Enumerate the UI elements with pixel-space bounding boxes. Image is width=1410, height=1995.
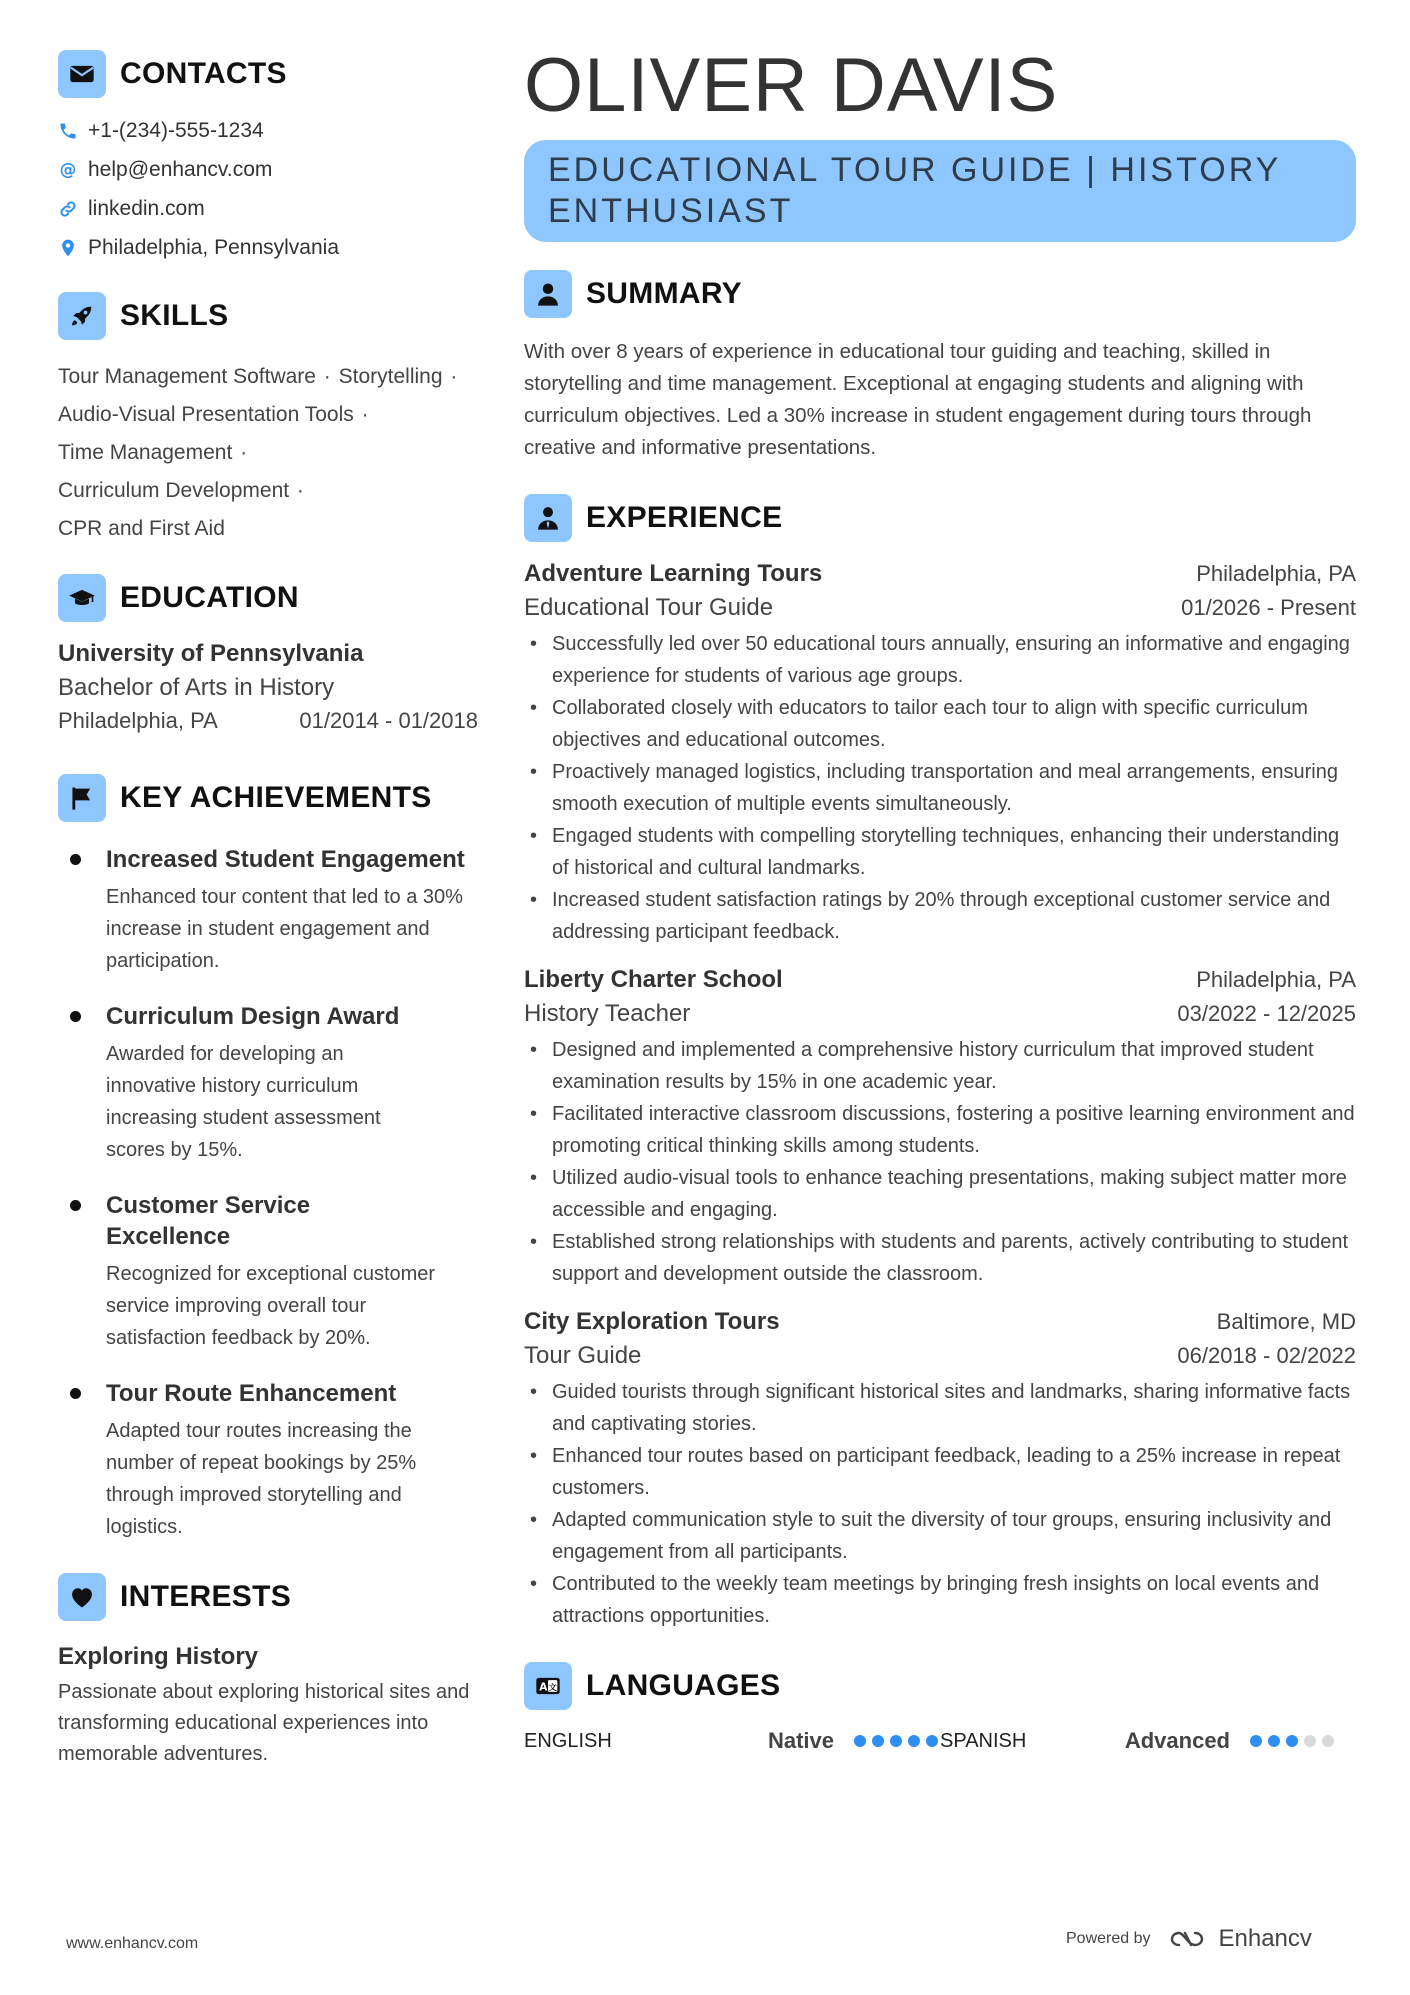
job-entry — [524, 560, 1356, 948]
job-bullet: • Designed and implemented a comprehensive history curriculum that improved student examination results by 15% in one academic year. — [524, 1034, 1356, 1098]
job-subheader — [524, 1342, 1356, 1370]
job-dates: 06/2018 - 02/2022 — [1177, 1343, 1356, 1368]
contact-link[interactable] — [58, 194, 478, 223]
contact-location — [58, 233, 478, 262]
enhancv-logo-icon — [1165, 1927, 1211, 1951]
summary-heading: SUMMARY — [586, 277, 742, 310]
job-company: Adventure Learning Tours — [524, 560, 823, 587]
rating-dot-filled — [908, 1735, 920, 1747]
achievement-title: Customer Service Excellence — [106, 1192, 311, 1250]
right-column — [524, 43, 1356, 1754]
interests-section — [58, 1573, 478, 1770]
achievement-item — [58, 1378, 478, 1543]
powered-by-label: Powered by — [1066, 1930, 1151, 1947]
achievements-heading: KEY ACHIEVEMENTS — [120, 781, 432, 814]
bullet-dot — [70, 1388, 81, 1399]
skill-item: Storytelling — [338, 365, 443, 388]
languages-list — [524, 1728, 1356, 1754]
education-header — [58, 574, 478, 622]
envelope-icon — [58, 50, 106, 98]
svg-text:@: @ — [59, 159, 77, 179]
footer-website[interactable]: www.enhancv.com — [66, 1935, 199, 1952]
candidate-name: OLIVER DAVIS — [524, 43, 1059, 128]
achievements-section — [58, 774, 478, 1543]
summary-section — [524, 270, 1356, 464]
achievement-desc: Awarded for developing an innovative history curriculum increasing student assessment scores by 15%. — [106, 1043, 381, 1161]
job-bullets — [524, 1034, 1356, 1290]
job-subheader — [524, 594, 1356, 622]
job-bullet: • Collaborated closely with educators to tailor each tour to align with specific curriculum objectives and educational outcomes. — [524, 692, 1356, 756]
rating-dot-filled — [1286, 1735, 1298, 1747]
contact-email-text: help@enhancv.com — [88, 157, 273, 181]
flag-icon — [58, 774, 106, 822]
job-bullet: • Utilized audio-visual tools to enhance teaching presentations, making subject matter more accessible and engaging. — [524, 1162, 1356, 1226]
achievement-title: Tour Route Enhancement — [106, 1380, 397, 1407]
achievement-title: Curriculum Design Award — [106, 1003, 400, 1030]
candidate-title: EDUCATIONAL TOUR GUIDE | HISTORY ENTHUSIAST — [524, 140, 1356, 242]
job-location: Philadelphia, PA — [1196, 967, 1356, 992]
phone-icon — [58, 121, 78, 141]
link-icon — [58, 199, 78, 219]
rating-dot-filled — [1250, 1735, 1262, 1747]
job-bullets — [524, 1376, 1356, 1632]
svg-text:A: A — [539, 1681, 548, 1694]
language-name: SPANISH — [940, 1729, 1027, 1752]
language-item — [524, 1728, 940, 1754]
job-role: Educational Tour Guide — [524, 594, 774, 621]
translate-icon — [524, 1662, 572, 1710]
skill-item: Tour Management Software — [58, 365, 316, 388]
skills-line: Audio-Visual Presentation Tools · — [58, 403, 369, 426]
skill-item: Curriculum Development — [58, 479, 290, 502]
businessman-icon — [524, 494, 572, 542]
education-section — [58, 574, 478, 734]
achievement-item — [58, 1190, 478, 1354]
job-role: History Teacher — [524, 1000, 691, 1027]
achievement-desc: Adapted tour routes increasing the number of repeat bookings by 25% through improved storytelling and logistics. — [106, 1420, 417, 1538]
enhancv-brand-text: Enhancv — [1218, 1925, 1312, 1952]
contacts-header — [58, 50, 478, 98]
job-subheader — [524, 1000, 1356, 1028]
job-dates: 03/2022 - 12/2025 — [1177, 1001, 1356, 1026]
job-header — [524, 1308, 1356, 1336]
language-level: Advanced — [1124, 1728, 1230, 1753]
languages-heading: LANGUAGES — [586, 1669, 781, 1702]
language-name: ENGLISH — [524, 1729, 612, 1752]
job-location: Philadelphia, PA — [1196, 561, 1356, 586]
achievement-item — [58, 1001, 478, 1166]
language-item — [940, 1728, 1356, 1754]
at-icon — [58, 160, 78, 180]
languages-section — [524, 1662, 1356, 1754]
contact-location-text: Philadelphia, Pennsylvania — [88, 235, 340, 259]
experience-section — [524, 494, 1356, 1632]
education-meta — [58, 708, 478, 734]
contact-phone[interactable] — [58, 116, 478, 145]
job-role: Tour Guide — [524, 1342, 642, 1369]
job-location: Baltimore, MD — [1216, 1309, 1356, 1334]
job-entry — [524, 1308, 1356, 1632]
interests-heading: INTERESTS — [120, 1580, 292, 1613]
user-icon — [524, 270, 572, 318]
rating-dot-empty — [1304, 1735, 1316, 1747]
skill-item: CPR and First Aid — [58, 517, 225, 540]
job-bullet: • Enhanced tour routes based on participant feedback, leading to a 25% increase in repeat customers. — [524, 1440, 1356, 1504]
location-pin-icon — [58, 238, 78, 258]
job-dates: 01/2026 - Present — [1181, 595, 1356, 620]
skills-list — [58, 358, 478, 548]
bullet-dot — [70, 1011, 81, 1022]
skills-section — [58, 292, 478, 548]
language-rating — [1250, 1735, 1334, 1747]
footer-brand[interactable] — [1066, 1925, 1312, 1953]
education-heading: EDUCATION — [120, 581, 299, 614]
skills-line: Curriculum Development · — [58, 479, 304, 502]
job-company: City Exploration Tours — [524, 1308, 780, 1335]
skills-line — [58, 510, 478, 548]
svg-text:文: 文 — [548, 1682, 557, 1693]
interest-title: Exploring History — [58, 1643, 259, 1670]
achievements-header — [58, 774, 478, 822]
rating-dot-filled — [1268, 1735, 1280, 1747]
experience-heading: EXPERIENCE — [586, 501, 783, 534]
contact-email[interactable] — [58, 155, 478, 184]
job-bullet: • Proactively managed logistics, including transportation and meal arrangements, ensuring smooth execution of multiple events simultaneously. — [524, 756, 1356, 820]
language-level: Native — [767, 1728, 834, 1753]
summary-text: With over 8 years of experience in educational tour guiding and teaching, skilled in storytelling and time management. Exceptional at engaging students and aligning with curriculum objectives. Led a 30% increase in student engagement during tours through creative and informative presentations. — [524, 340, 1312, 459]
job-header — [524, 560, 1356, 588]
rating-dot-filled — [890, 1735, 902, 1747]
skill-item: Time Management — [58, 441, 233, 464]
experience-header — [524, 494, 1356, 542]
job-bullet: • Adapted communication style to suit the diversity of tour groups, ensuring inclusivity and engagement from all participants. — [524, 1504, 1356, 1568]
achievement-desc: Enhanced tour content that led to a 30% increase in student engagement and participation. — [106, 886, 463, 972]
rocket-icon — [58, 292, 106, 340]
job-company: Liberty Charter School — [524, 966, 783, 993]
skills-heading: SKILLS — [120, 299, 229, 332]
summary-header — [524, 270, 1356, 318]
education-location: Philadelphia, PA — [58, 708, 218, 733]
rating-dot-filled — [872, 1735, 884, 1747]
contact-phone-text: +1-(234)-555-1234 — [88, 118, 264, 142]
job-bullet: • Successfully led over 50 educational tours annually, ensuring an informative and engaging experience for students of various age groups. — [524, 628, 1356, 692]
job-bullet: • Engaged students with compelling storytelling techniques, enhancing their understanding of historical and cultural landmarks. — [524, 820, 1356, 884]
rating-dot-filled — [926, 1735, 938, 1747]
job-bullet: • Established strong relationships with students and parents, actively contributing to student support and development outside the classroom. — [524, 1226, 1356, 1290]
education-degree: Bachelor of Arts in History — [58, 674, 335, 701]
job-bullets — [524, 628, 1356, 948]
achievement-title: Increased Student Engagement — [106, 846, 465, 873]
job-entry — [524, 966, 1356, 1290]
skills-line: Tour Management Software · Storytelling · — [58, 365, 458, 388]
skills-header — [58, 292, 478, 340]
achievement-desc: Recognized for exceptional customer service improving overall tour satisfaction feedback by 20%. — [106, 1263, 436, 1349]
skill-item: Audio-Visual Presentation Tools — [58, 403, 354, 426]
rating-dot-filled — [854, 1735, 866, 1747]
education-dates: 01/2014 - 01/2018 — [299, 708, 478, 733]
contact-link-text: linkedin.com — [88, 196, 205, 220]
enhancv-logo — [1165, 1925, 1312, 1953]
interest-desc: Passionate about exploring historical sites and transforming educational experiences into memorable adventures. — [58, 1681, 470, 1765]
skills-line: Time Management · — [58, 441, 248, 464]
job-bullet: • Facilitated interactive classroom discussions, fostering a positive learning environment and promoting critical thinking skills among students. — [524, 1098, 1356, 1162]
language-rating — [854, 1735, 938, 1747]
bullet-dot — [70, 1200, 81, 1211]
job-bullet: • Guided tourists through significant historical sites and landmarks, sharing informative facts and captivating stories. — [524, 1376, 1356, 1440]
interests-header — [58, 1573, 478, 1621]
achievement-item — [58, 844, 478, 977]
graduation-cap-icon — [58, 574, 106, 622]
contacts-heading: CONTACTS — [120, 57, 287, 90]
languages-header — [524, 1662, 1356, 1710]
job-bullet: • Contributed to the weekly team meetings by bringing fresh insights on local events and attractions opportunities. — [524, 1568, 1356, 1632]
education-school: University of Pennsylvania — [58, 640, 364, 667]
rating-dot-empty — [1322, 1735, 1334, 1747]
bullet-dot — [70, 854, 81, 865]
contacts-section — [58, 50, 478, 262]
job-header — [524, 966, 1356, 994]
job-bullet: • Increased student satisfaction ratings by 20% through exceptional customer service and addressing participant feedback. — [524, 884, 1356, 948]
left-column — [58, 50, 478, 1770]
heart-icon — [58, 1573, 106, 1621]
